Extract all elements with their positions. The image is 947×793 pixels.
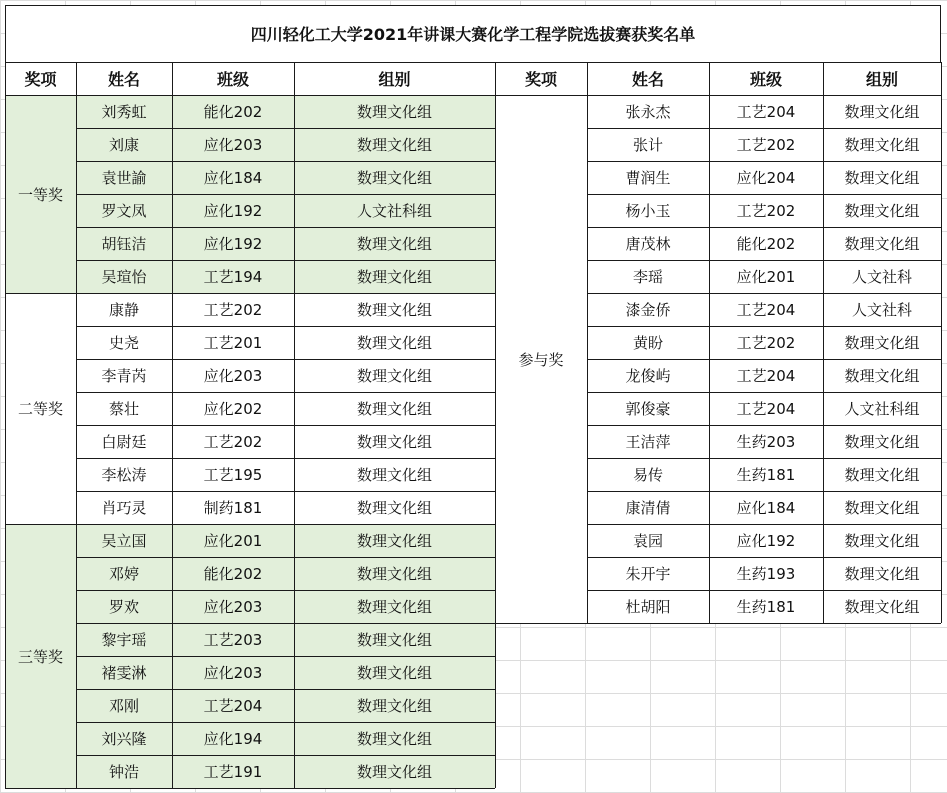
- name-cell[interactable]: 刘秀虹: [76, 95, 172, 128]
- cell-border: [940, 5, 941, 62]
- cell-border: [587, 491, 941, 492]
- award-cell[interactable]: 二等奖: [5, 293, 76, 524]
- group-cell[interactable]: 数理文化组: [823, 458, 941, 491]
- cell-border: [76, 722, 495, 723]
- name-cell[interactable]: 曹润生: [587, 161, 709, 194]
- right-award-header[interactable]: 奖项: [495, 62, 587, 95]
- group-cell[interactable]: 数理文化组: [823, 128, 941, 161]
- left-name-header[interactable]: 姓名: [76, 62, 172, 95]
- cell-border: [587, 161, 941, 162]
- class-cell[interactable]: 应化192: [709, 524, 823, 557]
- name-cell[interactable]: 吴立国: [76, 524, 172, 557]
- group-cell[interactable]: 人文社科组: [294, 194, 495, 227]
- group-cell[interactable]: 数理文化组: [294, 755, 495, 788]
- cell-border: [5, 95, 6, 788]
- name-cell[interactable]: 黄盼: [587, 326, 709, 359]
- name-cell[interactable]: 刘康: [76, 128, 172, 161]
- class-cell[interactable]: 工艺204: [709, 359, 823, 392]
- name-cell[interactable]: 袁园: [587, 524, 709, 557]
- group-cell[interactable]: 数理文化组: [294, 95, 495, 128]
- class-cell[interactable]: 工艺195: [172, 458, 294, 491]
- group-cell[interactable]: 数理文化组: [823, 161, 941, 194]
- cell-border: [76, 128, 495, 129]
- name-cell[interactable]: 杨小玉: [587, 194, 709, 227]
- group-cell[interactable]: 数理文化组: [294, 359, 495, 392]
- class-cell[interactable]: 工艺204: [709, 392, 823, 425]
- name-cell[interactable]: 杜胡阳: [587, 590, 709, 623]
- group-cell[interactable]: 数理文化组: [294, 458, 495, 491]
- name-cell[interactable]: 李松涛: [76, 458, 172, 491]
- group-cell[interactable]: 数理文化组: [294, 689, 495, 722]
- cell-border: [587, 260, 941, 261]
- group-cell[interactable]: 数理文化组: [823, 425, 941, 458]
- group-cell[interactable]: 数理文化组: [823, 194, 941, 227]
- name-cell[interactable]: 郭俊豪: [587, 392, 709, 425]
- name-cell[interactable]: 吴瑄怡: [76, 260, 172, 293]
- class-cell[interactable]: 应化192: [172, 227, 294, 260]
- class-cell[interactable]: 应化203: [172, 359, 294, 392]
- group-cell[interactable]: 人文社科: [823, 260, 941, 293]
- cell-border: [76, 689, 495, 690]
- cell-border: [76, 260, 495, 261]
- class-cell[interactable]: 工艺202: [709, 128, 823, 161]
- cell-border: [76, 491, 495, 492]
- cell-border: [587, 62, 588, 95]
- name-cell[interactable]: 罗文凤: [76, 194, 172, 227]
- cell-border: [172, 95, 173, 788]
- class-cell[interactable]: 工艺202: [709, 194, 823, 227]
- cell-border: [587, 425, 941, 426]
- class-cell[interactable]: 应化201: [709, 260, 823, 293]
- name-cell[interactable]: 肖巧灵: [76, 491, 172, 524]
- cell-border: [587, 326, 941, 327]
- class-cell[interactable]: 能化202: [172, 95, 294, 128]
- name-cell[interactable]: 易传: [587, 458, 709, 491]
- group-cell[interactable]: 人文社科: [823, 293, 941, 326]
- class-cell[interactable]: 生药193: [709, 557, 823, 590]
- group-cell[interactable]: 数理文化组: [294, 293, 495, 326]
- cell-border: [76, 161, 495, 162]
- name-cell[interactable]: 张计: [587, 128, 709, 161]
- name-cell[interactable]: 褚雯淋: [76, 656, 172, 689]
- class-cell[interactable]: 工艺204: [172, 689, 294, 722]
- cell-border: [76, 755, 495, 756]
- cell-border: [294, 62, 295, 95]
- cell-border: [587, 128, 941, 129]
- cell-border: [76, 788, 495, 789]
- name-cell[interactable]: 黎宇瑶: [76, 623, 172, 656]
- class-cell[interactable]: 工艺203: [172, 623, 294, 656]
- class-cell[interactable]: 能化202: [709, 227, 823, 260]
- group-cell[interactable]: 数理文化组: [294, 161, 495, 194]
- cell-border: [709, 62, 710, 95]
- cell-border: [941, 95, 942, 623]
- group-cell[interactable]: 数理文化组: [823, 227, 941, 260]
- cell-border: [5, 95, 941, 96]
- class-cell[interactable]: 工艺202: [172, 425, 294, 458]
- name-cell[interactable]: 蔡壮: [76, 392, 172, 425]
- name-cell[interactable]: 康清倩: [587, 491, 709, 524]
- name-cell[interactable]: 袁世諭: [76, 161, 172, 194]
- group-cell[interactable]: 数理文化组: [294, 524, 495, 557]
- cell-border: [76, 392, 495, 393]
- cell-border: [587, 95, 588, 623]
- cell-border: [76, 656, 495, 657]
- name-cell[interactable]: 漆金侨: [587, 293, 709, 326]
- name-cell[interactable]: 唐茂林: [587, 227, 709, 260]
- award-cell[interactable]: 三等奖: [5, 524, 76, 788]
- cell-border: [495, 62, 496, 95]
- cell-border: [587, 293, 941, 294]
- cell-border: [76, 293, 495, 294]
- cell-border: [587, 524, 941, 525]
- group-cell[interactable]: 数理文化组: [294, 326, 495, 359]
- page-title: 四川轻化工大学2021年讲课大赛化学工程学院选拔赛获奖名单: [5, 5, 941, 62]
- group-cell[interactable]: 数理文化组: [294, 656, 495, 689]
- class-cell[interactable]: 制药181: [172, 491, 294, 524]
- cell-border: [76, 194, 495, 195]
- cell-border: [587, 623, 941, 624]
- group-cell[interactable]: 数理文化组: [294, 227, 495, 260]
- cell-border: [76, 623, 495, 624]
- group-cell[interactable]: 数理文化组: [294, 260, 495, 293]
- cell-border: [5, 293, 76, 294]
- group-cell[interactable]: 数理文化组: [294, 557, 495, 590]
- class-cell[interactable]: 应化192: [172, 194, 294, 227]
- class-cell[interactable]: 工艺204: [709, 293, 823, 326]
- name-cell[interactable]: 钟浩: [76, 755, 172, 788]
- right-group-header[interactable]: 组别: [823, 62, 941, 95]
- class-cell[interactable]: 应化201: [172, 524, 294, 557]
- cell-border: [76, 359, 495, 360]
- cell-border: [709, 95, 710, 623]
- cell-border: [294, 95, 295, 788]
- cell-border: [587, 392, 941, 393]
- cell-border: [5, 524, 76, 525]
- group-cell[interactable]: 数理文化组: [294, 623, 495, 656]
- class-cell[interactable]: 生药181: [709, 458, 823, 491]
- cell-border: [5, 62, 941, 63]
- class-cell[interactable]: 应化194: [172, 722, 294, 755]
- cell-border: [76, 95, 77, 788]
- name-cell[interactable]: 龙俊屿: [587, 359, 709, 392]
- cell-border: [5, 788, 76, 789]
- cell-border: [172, 62, 173, 95]
- group-cell[interactable]: 数理文化组: [823, 95, 941, 128]
- group-cell[interactable]: 数理文化组: [823, 326, 941, 359]
- cell-border: [76, 590, 495, 591]
- award-cell[interactable]: 参与奖: [495, 95, 587, 623]
- cell-border: [495, 95, 496, 623]
- name-cell[interactable]: 李瑶: [587, 260, 709, 293]
- name-cell[interactable]: 康静: [76, 293, 172, 326]
- class-cell[interactable]: 工艺201: [172, 326, 294, 359]
- group-cell[interactable]: 数理文化组: [823, 491, 941, 524]
- cell-border: [5, 5, 6, 62]
- group-cell[interactable]: 数理文化组: [294, 128, 495, 161]
- cell-border: [76, 557, 495, 558]
- cell-border: [76, 524, 495, 525]
- cell-border: [941, 62, 942, 95]
- group-cell[interactable]: 数理文化组: [294, 392, 495, 425]
- class-cell[interactable]: 应化184: [709, 491, 823, 524]
- group-cell[interactable]: 数理文化组: [823, 557, 941, 590]
- cell-border: [76, 326, 495, 327]
- left-group-header[interactable]: 组别: [294, 62, 495, 95]
- class-cell[interactable]: 应化203: [172, 128, 294, 161]
- name-cell[interactable]: 王洁萍: [587, 425, 709, 458]
- name-cell[interactable]: 邓婷: [76, 557, 172, 590]
- class-cell[interactable]: 应化203: [172, 590, 294, 623]
- class-cell[interactable]: 应化204: [709, 161, 823, 194]
- class-cell[interactable]: 应化184: [172, 161, 294, 194]
- cell-border: [823, 95, 824, 623]
- name-cell[interactable]: 白尉廷: [76, 425, 172, 458]
- right-name-header[interactable]: 姓名: [587, 62, 709, 95]
- left-award-header[interactable]: 奖项: [5, 62, 76, 95]
- group-cell[interactable]: 数理文化组: [294, 491, 495, 524]
- left-class-header[interactable]: 班级: [172, 62, 294, 95]
- cell-border: [587, 557, 941, 558]
- name-cell[interactable]: 李青芮: [76, 359, 172, 392]
- class-cell[interactable]: 工艺202: [172, 293, 294, 326]
- cell-border: [587, 227, 941, 228]
- group-cell[interactable]: 数理文化组: [294, 590, 495, 623]
- class-cell[interactable]: 工艺202: [709, 326, 823, 359]
- cell-border: [76, 425, 495, 426]
- name-cell[interactable]: 胡钰洁: [76, 227, 172, 260]
- name-cell[interactable]: 张永杰: [587, 95, 709, 128]
- name-cell[interactable]: 罗欢: [76, 590, 172, 623]
- name-cell[interactable]: 朱开宇: [587, 557, 709, 590]
- cell-border: [5, 5, 941, 6]
- group-cell[interactable]: 数理文化组: [823, 524, 941, 557]
- name-cell[interactable]: 邓刚: [76, 689, 172, 722]
- cell-border: [76, 62, 77, 95]
- class-cell[interactable]: 工艺194: [172, 260, 294, 293]
- class-cell[interactable]: 工艺191: [172, 755, 294, 788]
- name-cell[interactable]: 史尧: [76, 326, 172, 359]
- group-cell[interactable]: 数理文化组: [294, 722, 495, 755]
- right-class-header[interactable]: 班级: [709, 62, 823, 95]
- cell-border: [5, 62, 6, 95]
- class-cell[interactable]: 应化202: [172, 392, 294, 425]
- group-cell[interactable]: 数理文化组: [294, 425, 495, 458]
- group-cell[interactable]: 数理文化组: [823, 359, 941, 392]
- class-cell[interactable]: 工艺204: [709, 95, 823, 128]
- class-cell[interactable]: 应化203: [172, 656, 294, 689]
- group-cell[interactable]: 数理文化组: [823, 590, 941, 623]
- group-cell[interactable]: 人文社科组: [823, 392, 941, 425]
- cell-border: [823, 62, 824, 95]
- cell-border: [76, 227, 495, 228]
- cell-border: [587, 194, 941, 195]
- class-cell[interactable]: 能化202: [172, 557, 294, 590]
- class-cell[interactable]: 生药181: [709, 590, 823, 623]
- cell-border: [587, 590, 941, 591]
- cell-border: [587, 359, 941, 360]
- cell-border: [495, 623, 587, 624]
- cell-border: [76, 458, 495, 459]
- cell-border: [587, 458, 941, 459]
- class-cell[interactable]: 生药203: [709, 425, 823, 458]
- award-cell[interactable]: 一等奖: [5, 95, 76, 293]
- name-cell[interactable]: 刘兴隆: [76, 722, 172, 755]
